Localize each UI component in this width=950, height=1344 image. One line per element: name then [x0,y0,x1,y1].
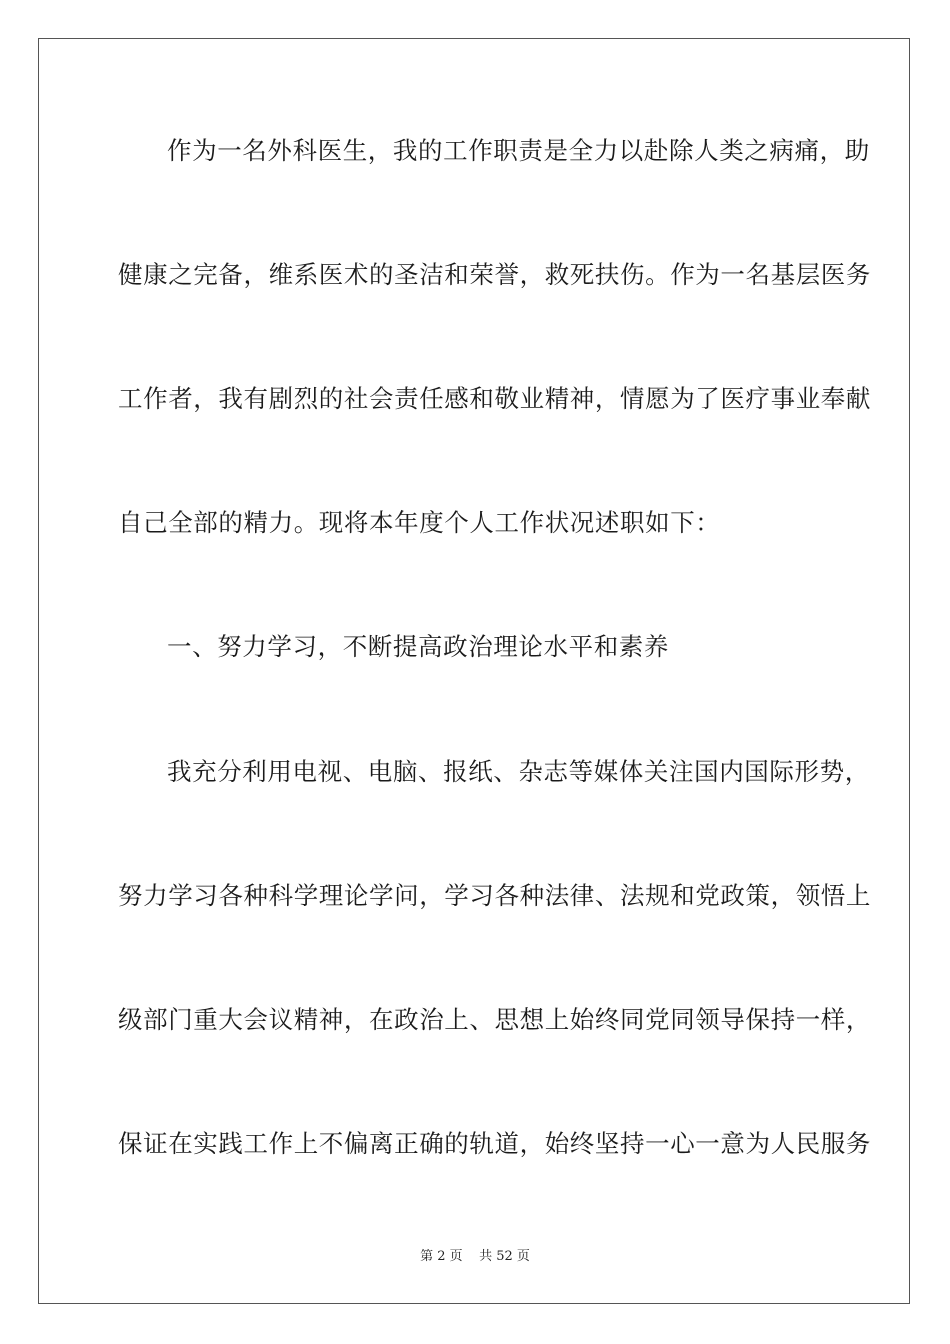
paragraph-line: 工作者，我有剧烈的社会责任感和敬业精神，情愿为了医疗事业奉献 [118,384,871,413]
paragraph-line: 级部门重大会议精神，在政治上、思想上始终同党同领导保持一样， [118,1005,871,1034]
paragraph-line: 自己全部的精力。现将本年度个人工作状况述职如下： [118,508,721,537]
paragraph-line: 保证在实践工作上不偏离正确的轨道，始终坚持一心一意为人民服务 [118,1129,871,1158]
page-border [38,38,910,1304]
paragraph-line: 我充分利用电视、电脑、报纸、杂志等媒体关注国内国际形势， [167,757,870,786]
paragraph-line: 努力学习各种科学理论学问，学习各种法律、法规和党政策，领悟上 [118,881,871,910]
page-number-footer: 第 2 页 共 52 页 [420,1249,530,1264]
section-heading: 一、努力学习，不断提高政治理论水平和素养 [167,632,669,661]
paragraph-line: 作为一名外科医生，我的工作职责是全力以赴除人类之病痛，助 [167,136,870,165]
paragraph-line: 健康之完备，维系医术的圣洁和荣誉，救死扶伤。作为一名基层医务 [118,260,871,289]
